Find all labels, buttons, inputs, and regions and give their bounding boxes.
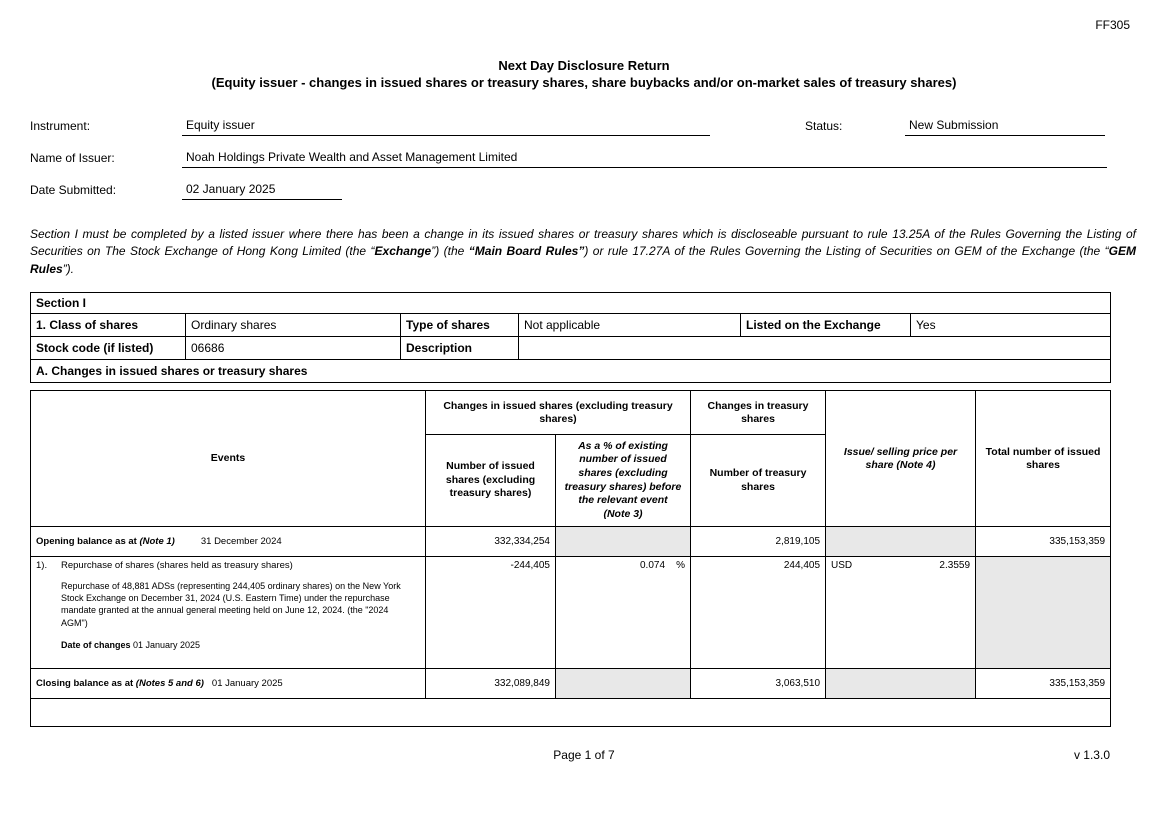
opening-price-shaded-cell (826, 527, 976, 557)
closing-balance-row (31, 669, 1111, 699)
closing-num-treasury: 3,063,510 (691, 669, 826, 699)
event1-row (31, 557, 1111, 669)
section1-table (30, 292, 1111, 383)
event1-date: 01 January 2025 (133, 639, 201, 650)
event1-num-issued: -244,405 (426, 557, 556, 669)
class-of-shares-value: Ordinary shares (186, 314, 401, 337)
type-of-shares-value: Not applicable (519, 314, 741, 337)
opening-balance-label-cell (31, 527, 426, 557)
page-number: Page 1 of 7 (553, 748, 615, 762)
event1-price-wrap (831, 560, 970, 571)
intro-text: ”) (the (431, 244, 469, 259)
listed-on-exchange-label: Listed on the Exchange (741, 314, 911, 337)
closing-balance-label-cell (31, 669, 426, 699)
changes-treasury-shares-header: Changes in treasury shares (691, 391, 826, 435)
version-label: v 1.3.0 (1073, 748, 1110, 762)
number-treasury-shares-header: Number of treasury shares (691, 435, 826, 527)
opening-num-treasury: 2,819,105 (691, 527, 826, 557)
intro-bold-main-board-rules: “Main Board Rules” (468, 244, 585, 259)
description-value (519, 337, 1111, 360)
intro-text: Section I must be completed by a listed issuer where there has been a change in its issued shares or treasury shares which is discloseable pursuant to rule 13.25A of the Rules Governing the Listing of Securities on The Stock Exchange of Hong Kong Limited (the “ (30, 227, 1136, 259)
form-area (30, 114, 1138, 200)
type-of-shares-label: Type of shares (401, 314, 519, 337)
number-issued-shares-header: Number of issued shares (excluding treasury shares) (426, 435, 556, 527)
section1-header-row (31, 293, 1111, 314)
subsection-a-row (31, 360, 1111, 383)
price-per-share-header: Issue/ selling price per share (Note 4) (826, 391, 976, 527)
empty-cell (31, 699, 1111, 727)
issuer-row (30, 146, 1138, 168)
event1-pct-sign: % (676, 560, 686, 572)
intro-text: ”). (62, 261, 75, 276)
issuer-label: Name of Issuer: (30, 151, 115, 165)
title-block (30, 0, 1138, 90)
event1-num-treasury: 244,405 (691, 557, 826, 669)
instrument-label: Instrument: (30, 119, 91, 133)
class-of-shares-row (31, 314, 1111, 337)
event1-title: Repurchase of shares (shares held as treasury shares) (61, 560, 293, 572)
closing-balance-note: (Notes 5 and 6) (135, 678, 204, 690)
percent-existing-shares-header: As a % of existing number of issued shares (excluding treasury shares) before the relevant event (Note 3) (556, 435, 691, 527)
status-label: Status: (805, 119, 843, 133)
opening-pct-shaded-cell (556, 527, 691, 557)
opening-balance-label (36, 536, 175, 547)
opening-balance-date: 31 December 2024 (200, 536, 282, 548)
opening-total: 335,153,359 (976, 527, 1111, 557)
total-issued-shares-header: Total number of issued shares (976, 391, 1111, 527)
closing-balance-label (36, 678, 204, 689)
changes-issued-shares-header: Changes in issued shares (excluding treasury shares) (426, 391, 691, 435)
closing-num-issued: 332,089,849 (426, 669, 556, 699)
opening-balance-note: (Note 1) (139, 536, 175, 548)
stock-code-label: Stock code (if listed) (31, 337, 186, 360)
event1-description: Repurchase of 48,881 ADSs (representing 244,405 ordinary shares) on the New York Stock Exchange on December 31, 2024 (U.S. Eastern Time) under the repurchase mandate granted at the annual general meeting held on June 12, 2024. (the "2024 AGM") (61, 581, 401, 628)
event1-currency: USD (831, 560, 853, 572)
page-subtitle: (Equity issuer - changes in issued shares or treasury shares, share buybacks and/or on-market sales of treasury shares) (211, 75, 957, 90)
instrument-value: Equity issuer (182, 118, 710, 136)
opening-num-issued: 332,334,254 (426, 527, 556, 557)
event1-price: 2.3559 (939, 560, 971, 572)
page-title: Next Day Disclosure Return (498, 58, 670, 73)
date-submitted-value: 02 January 2025 (182, 182, 342, 200)
opening-balance-text: Opening balance as at (36, 536, 140, 548)
event1-date-label: Date of changes (61, 639, 131, 650)
listed-on-exchange-value: Yes (911, 314, 1111, 337)
description-label: Description (401, 337, 519, 360)
stock-code-row (31, 337, 1111, 360)
events-column-header: Events (31, 391, 426, 527)
event1-total-shaded-cell (976, 557, 1111, 669)
closing-balance-date: 01 January 2025 (211, 678, 283, 690)
intro-bold-gem-rules: GEM Rules (30, 244, 1136, 276)
closing-balance-text: Closing balance as at (36, 678, 136, 690)
status-value: New Submission (905, 118, 1105, 136)
date-submitted-row (30, 178, 1138, 200)
form-code: FF305 (1095, 18, 1130, 32)
event1-pct-cell (556, 557, 691, 669)
event1-index: 1). (36, 560, 48, 572)
intro-text: ) or rule 17.27A of the Rules Governing the Listing of Securities on GEM of the Exchange (the “ (584, 244, 1109, 259)
intro-bold-exchange: Exchange (374, 244, 432, 259)
section1-header: Section I (31, 293, 1111, 314)
closing-total: 335,153,359 (976, 669, 1111, 699)
closing-price-shaded-cell (826, 669, 976, 699)
class-of-shares-label: 1. Class of shares (31, 314, 186, 337)
events-header-row1 (31, 391, 1111, 435)
stock-code-value: 06686 (186, 337, 401, 360)
issuer-value: Noah Holdings Private Wealth and Asset Management Limited (182, 150, 1107, 168)
event1-date-line (61, 640, 420, 650)
page-footer (0, 748, 1168, 762)
intro-paragraph (30, 226, 1138, 278)
event1-pct-wrap (561, 560, 685, 571)
event1-details-cell (31, 557, 426, 669)
event1-heading (36, 560, 420, 571)
empty-row (31, 699, 1111, 727)
opening-balance-row (31, 527, 1111, 557)
subsection-a-title: A. Changes in issued shares or treasury shares (31, 360, 1111, 383)
event1-price-cell (826, 557, 976, 669)
instrument-row (30, 114, 1138, 136)
closing-pct-shaded-cell (556, 669, 691, 699)
date-submitted-label: Date Submitted: (30, 183, 117, 197)
event1-pct-value: 0.074 (639, 560, 666, 572)
events-table (30, 390, 1111, 727)
